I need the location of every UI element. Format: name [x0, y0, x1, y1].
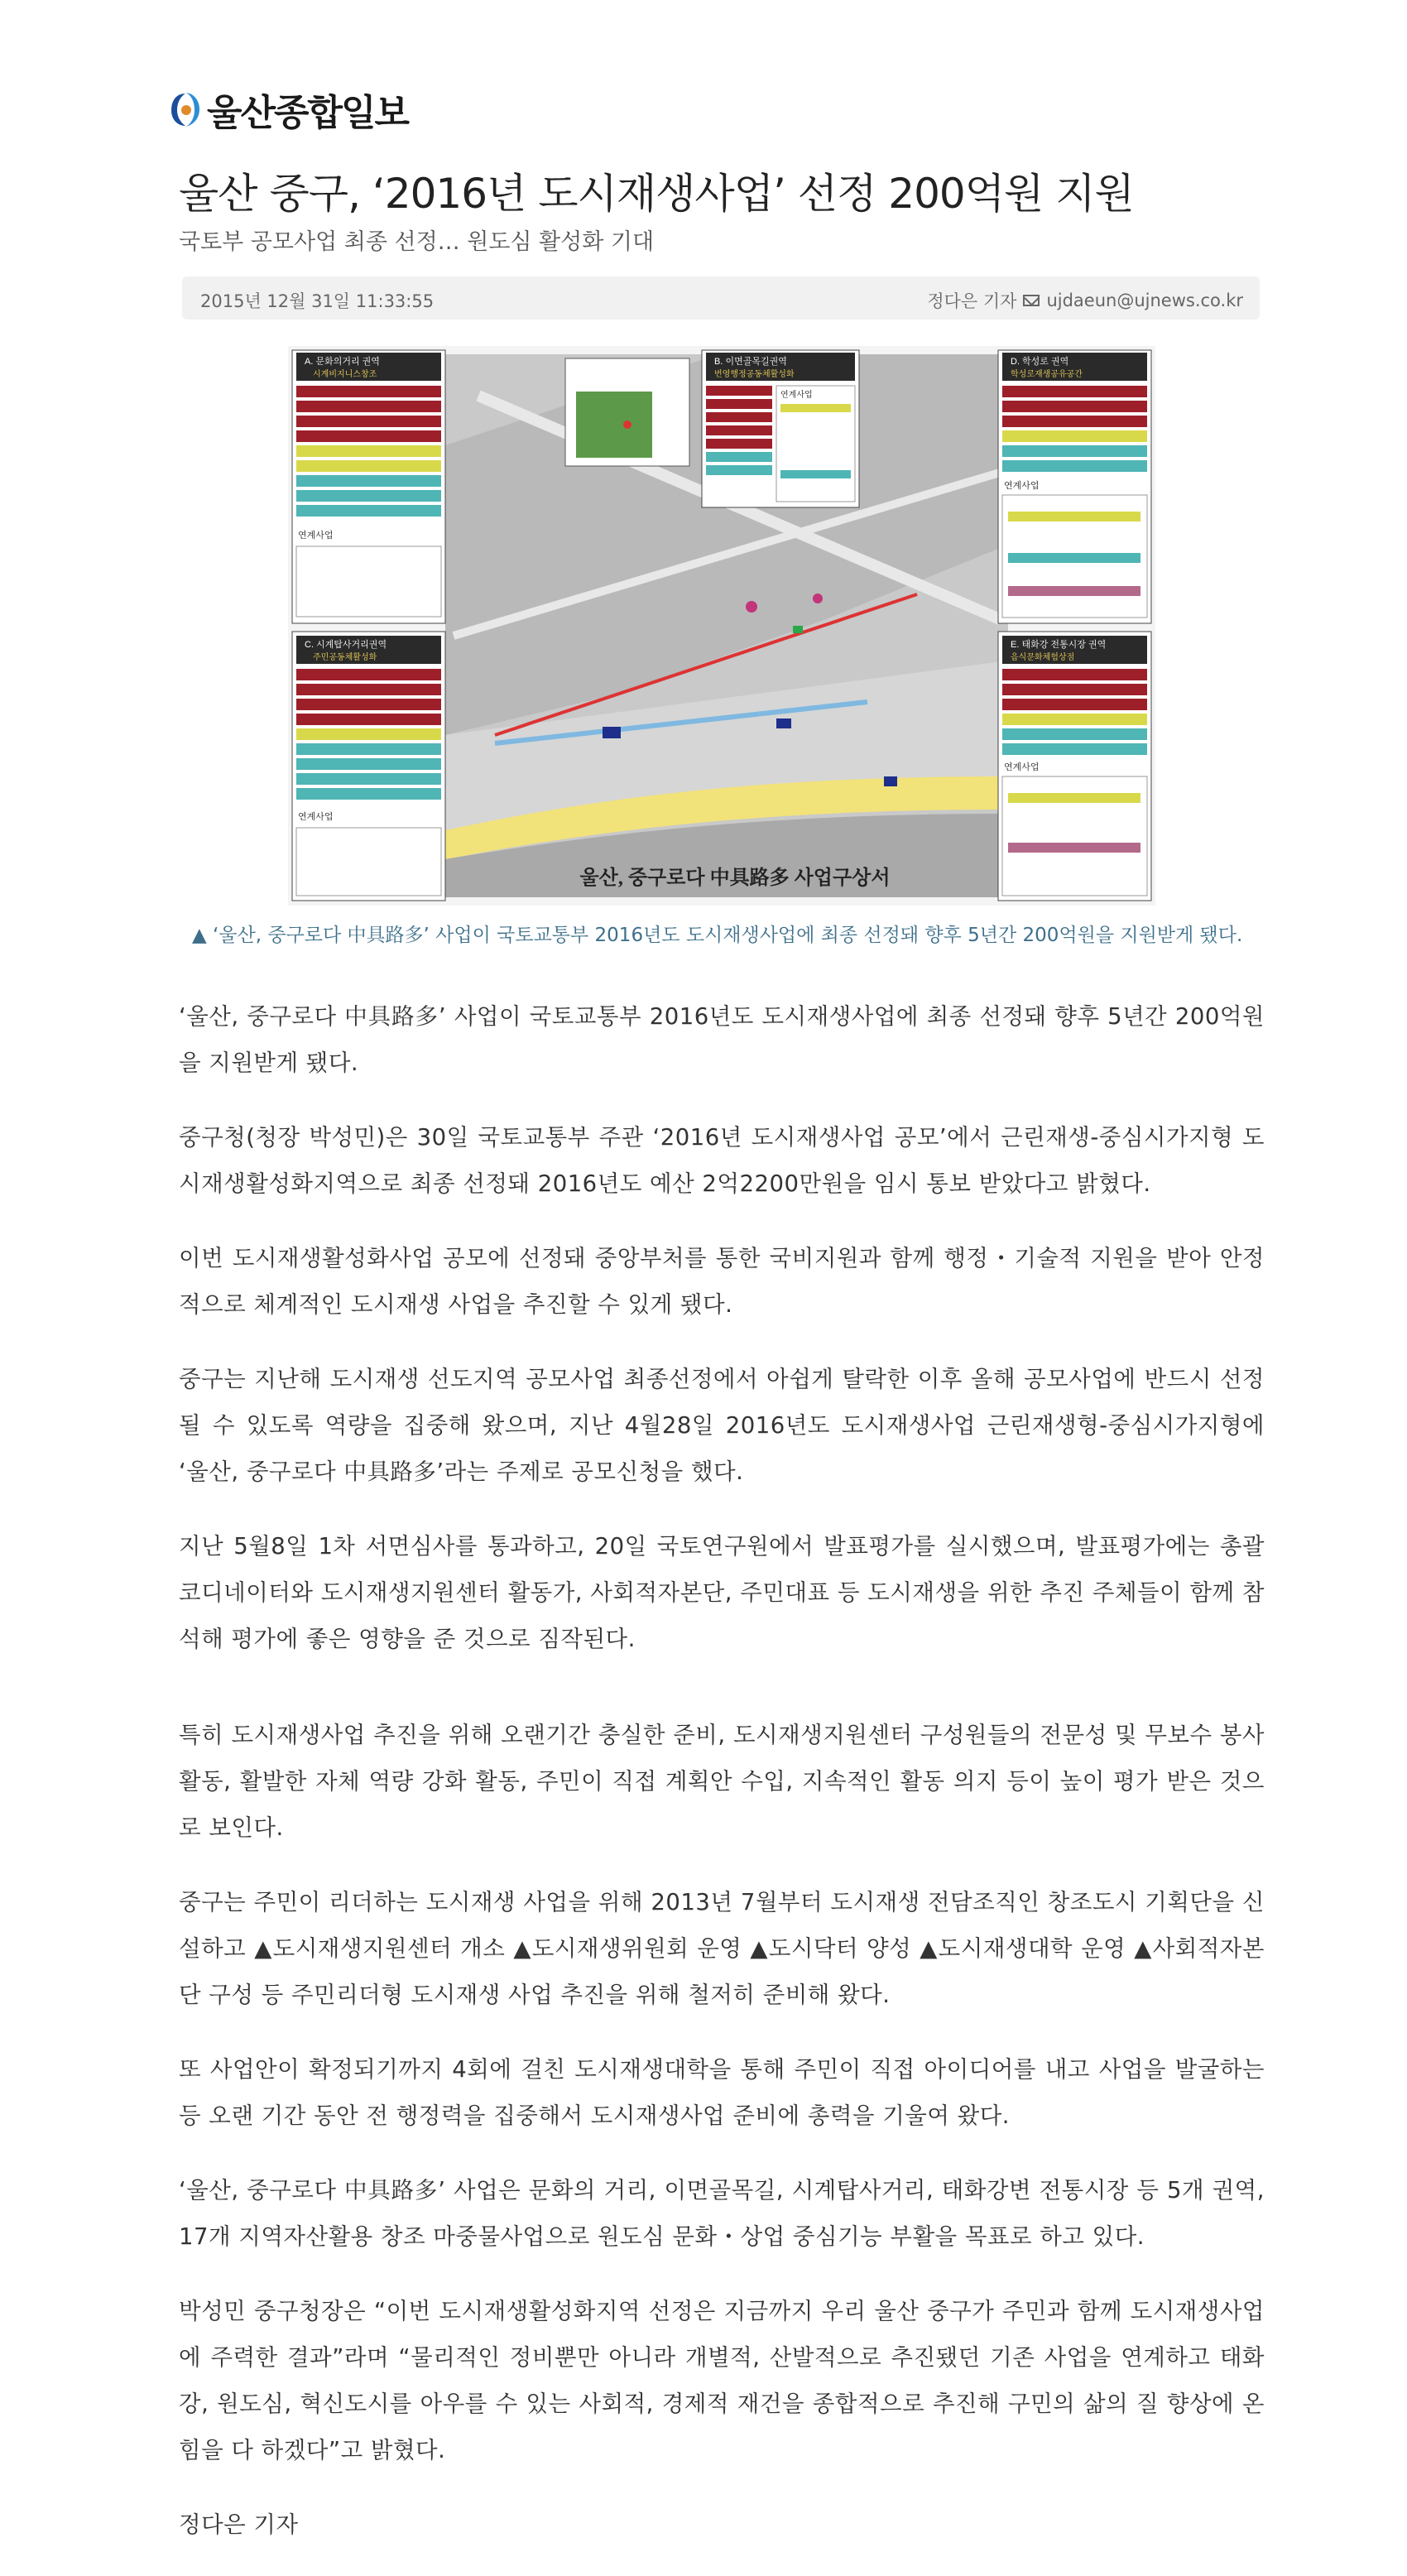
- paragraph: 또 사업안이 확정되기까지 4회에 걸친 도시재생대학을 통해 주민이 직접 아이디어를 내고 사업을 발굴하는 등 오랜 기간 동안 전 행정력을 집중해서 도시재생사업 준비에 총력을 기울여 왔다.: [179, 2056, 1265, 2129]
- map-title: 울산, 중구로다 中具路多 사업구상서: [579, 867, 891, 889]
- article-date: 2015년 12월 31일 11:33:55: [200, 291, 435, 311]
- reporter-email[interactable]: ujdaeun@ujnews.co.kr: [1046, 291, 1243, 310]
- paragraph: 박성민 중구청장은 “이번 도시재생활성화지역 선정은 지금까지 우리 울산 중구가 주민과 함께 도시재생사업에 주력한 결과”라며 “물리적인 정비뿐만 아니라 개별적, 산발적으로 추진됐던 기존 사업을 연계하고 태화강, 원도심, 혁신도시를 아우를 수 있는 사회적, 경제적 재건을 종합적으로 추진해 구민의 삶의 질 향상에 온 힘을 다 하겠다”고 밝혔다.: [179, 2298, 1265, 2463]
- panel-c-title: C. 시계탑사거리권역: [305, 640, 387, 650]
- urban-regeneration-map: [288, 346, 1155, 906]
- figure-caption: ▲ ‘울산, 중구로다 中具路多’ 사업이 국토교통부 2016년도 도시재생사업에 최종 선정돼 향후 5년간 200억원을 지원받게 됐다.: [192, 925, 1243, 946]
- panel-a-subtitle: 시계비지니스창조: [313, 370, 377, 379]
- reporter-name: 정다은 기자: [927, 291, 1017, 311]
- paragraph: 중구청(청장 박성민)은 30일 국토교통부 주관 ‘2016년 도시재생사업 공모’에서 근린재생-중심시가지형 도시재생활성화지역으로 최종 선정돼 2016년도 예산 2억2200만원을 임시 통보 받았다고 밝혔다.: [179, 1124, 1265, 1197]
- paragraph: 중구는 지난해 도시재생 선도지역 공모사업 최종선정에서 아쉽게 탈락한 이후 올해 공모사업에 반드시 선정될 수 있도록 역량을 집중해 왔으며, 지난 4월28일 2016년도 도시재생사업 근린재생형-중심시가지형에 ‘울산, 중구로다 中具路多’라는 주제로 공모신청을 했다.: [179, 1366, 1265, 1485]
- site-logo[interactable]: [169, 83, 408, 136]
- article-body: [179, 993, 1265, 2548]
- panel-a-title: A. 문화의거리 권역: [305, 357, 380, 367]
- panel-c-subtitle: 주민공동체활성화: [313, 653, 377, 662]
- panel-b-subtitle: 번영행정공동체활성화: [714, 370, 795, 379]
- article-title: 울산 중구, ‘2016년 도시재생사업’ 선정 200억원 지원: [179, 170, 1134, 218]
- paragraph: 중구는 주민이 리더하는 도시재생 사업을 위해 2013년 7월부터 도시재생 전담조직인 창조도시 기획단을 신설하고 ▲도시재생지원센터 개소 ▲도시재생위원회 운영 ▲도시닥터 양성 ▲도시재생대학 운영 ▲사회적자본단 구성 등 주민리더형 도시재생 사업 추진을 위해 철저히 준비해 왔다.: [179, 1889, 1265, 2008]
- paragraph: ‘울산, 중구로다 中具路多’ 사업이 국토교통부 2016년도 도시재생사업에 최종 선정돼 향후 5년간 200억원을 지원받게 됐다.: [179, 1003, 1265, 1076]
- article-author: [927, 288, 1243, 313]
- paragraph: ‘울산, 중구로다 中具路多’ 사업은 문화의 거리, 이면골목길, 시계탑사거리, 태화강변 전통시장 등 5개 권역, 17개 지역자산활용 창조 마중물사업으로 원도심 문화・상업 중심기능 부활을 목표로 하고 있다.: [179, 2177, 1265, 2250]
- panel-a-connect-label: 연계사업: [298, 531, 334, 541]
- article-byline: 정다은 기자: [179, 2511, 299, 2538]
- panel-c-connect-label: 연계사업: [298, 812, 334, 822]
- panel-b-title: B. 이면골목길권역: [714, 357, 787, 367]
- panel-b-connect-label: 연계사업: [780, 391, 813, 400]
- article-figure: [288, 346, 1155, 906]
- paragraph: 이번 도시재생활성화사업 공모에 선정돼 중앙부처를 통한 국비지원과 함께 행정・기술적 지원을 받아 안정적으로 체계적인 도시재생 사업을 추진할 수 있게 됐다.: [179, 1245, 1265, 1318]
- panel-e-connect-label: 연계사업: [1004, 762, 1040, 772]
- article-subtitle: 국토부 공모사업 최종 선정… 원도심 활성화 기대: [179, 229, 655, 255]
- panel-d-title: D. 학성로 권역: [1011, 357, 1069, 367]
- panel-e-subtitle: 음식문화체험상점: [1011, 653, 1075, 662]
- panel-d-subtitle: 학성로재생공유공간: [1011, 370, 1083, 379]
- paragraph: 특히 도시재생사업 추진을 위해 오랜기간 충실한 준비, 도시재생지원센터 구성원들의 전문성 및 무보수 봉사활동, 활발한 자체 역량 강화 활동, 주민이 직접 계획안 수입, 지속적인 활동 의지 등이 높이 평가 받은 것으로 보인다.: [179, 1722, 1265, 1841]
- article-meta-bar: [182, 276, 1260, 320]
- paragraph: 지난 5월8일 1차 서면심사를 통과하고, 20일 국토연구원에서 발표평가를 실시했으며, 발표평가에는 총괄 코디네이터와 도시재생지원센터 활동가, 사회적자본단, 주민대표 등 도시재생을 위한 추진 주체들이 함께 참석해 평가에 좋은 영향을 준 것으로 짐작된다.: [179, 1533, 1265, 1652]
- logo-text: 울산종합일보: [207, 92, 409, 134]
- logo-emblem-icon: [169, 90, 202, 128]
- panel-d-connect-label: 연계사업: [1004, 481, 1040, 491]
- mail-icon[interactable]: [1023, 295, 1040, 306]
- panel-e-title: E. 태화강 전통시장 권역: [1011, 640, 1107, 650]
